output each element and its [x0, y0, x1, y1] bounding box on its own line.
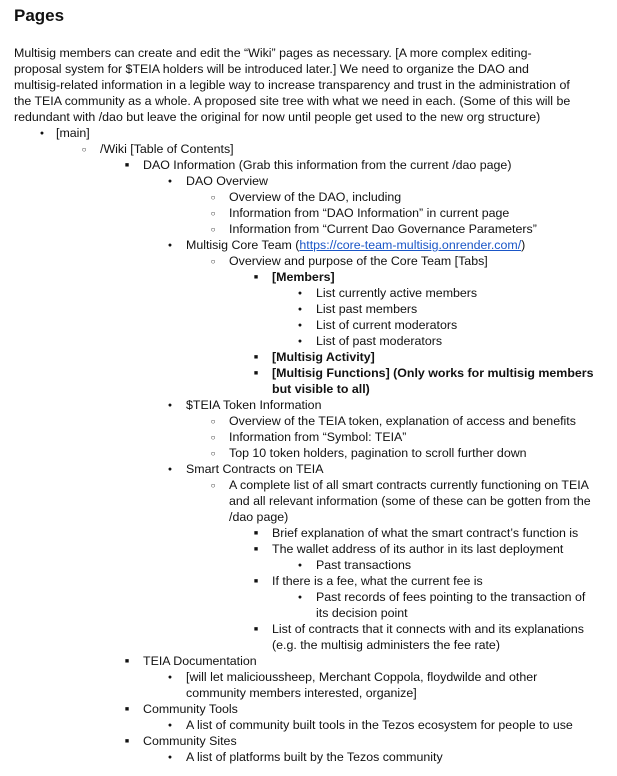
- bullet-icon: [294, 589, 306, 608]
- tree-item: [14, 653, 603, 669]
- tree-item: [14, 541, 603, 557]
- tree-item-text: Overview of the TEIA token, explanation of access and benefits: [229, 414, 576, 428]
- tree-item: [14, 589, 603, 621]
- intro-paragraph: Multisig members can create and edit the “Wiki” pages as necessary. [A more complex editing-proposal system for $TEIA holders will be introduced later.] We need to organize the DAO and multisig-related information in a legible way to increase transparency and trust in the administration of the TEIA community as a whole. A proposed site tree with what we need in each. (Some of this will be redundant with /dao but leave the original for now until people get used to the new org structure): [14, 46, 571, 124]
- tree-item-text: The wallet address of its author in its last deployment: [272, 542, 564, 556]
- tree-item: [14, 301, 603, 317]
- tree-item-text: List of current moderators: [316, 318, 458, 332]
- tree-item: [14, 669, 603, 701]
- tree-item-text: List past members: [316, 302, 418, 316]
- tree-item-text: Top 10 token holders, pagination to scroll further down: [229, 446, 527, 460]
- bullet-icon: [250, 365, 262, 384]
- tree-item-label: Multisig Core Team (: [186, 238, 300, 252]
- tree-item-text: Overview and purpose of the Core Team [Tabs]: [229, 254, 488, 268]
- tree-item-text: Information from “DAO Information” in current page: [229, 206, 510, 220]
- tree-item-text: A list of platforms built by the Tezos community: [186, 750, 443, 764]
- tree-item: [14, 237, 603, 253]
- tree-item: [14, 317, 603, 333]
- tree-item-text: Information from “Current Dao Governance Parameters”: [229, 222, 537, 236]
- tree-item: [14, 221, 603, 237]
- tree-item: [14, 445, 603, 461]
- tree-item: [14, 733, 603, 749]
- tree-item: [14, 397, 603, 413]
- tree-item: [14, 173, 603, 189]
- bullet-icon: [250, 621, 262, 640]
- site-tree: [14, 125, 603, 765]
- tree-item-text: List of past moderators: [316, 334, 443, 348]
- tree-item: [14, 717, 603, 733]
- tree-item: [14, 525, 603, 541]
- tree-item-text: A list of community built tools in the Tezos ecosystem for people to use: [186, 718, 573, 732]
- tree-item-text: /Wiki [Table of Contents]: [100, 142, 234, 156]
- tree-item-text: List currently active members: [316, 286, 478, 300]
- tree-item-text: [Members]: [272, 270, 335, 284]
- tree-item-text: $TEIA Token Information: [186, 398, 322, 412]
- tree-item: [14, 413, 603, 429]
- tree-item-label: ): [521, 238, 526, 252]
- bullet-icon: [207, 477, 219, 495]
- tree-item-text: DAO Overview: [186, 174, 268, 188]
- bullet-icon: [164, 749, 176, 768]
- tree-item: [14, 477, 603, 525]
- tree-item: [14, 573, 603, 589]
- tree-item-text: Brief explanation of what the smart contract’s function is: [272, 526, 579, 540]
- core-team-link[interactable]: https://core-team-multisig.onrender.com/: [299, 238, 522, 252]
- page-title: Pages: [14, 6, 65, 25]
- tree-item-text: [main]: [56, 126, 90, 140]
- tree-item: [14, 621, 603, 653]
- tree-item: [14, 749, 603, 765]
- tree-item-text: Information from “Symbol: TEIA”: [229, 430, 407, 444]
- tree-item: [14, 157, 603, 173]
- tree-item: [14, 349, 603, 365]
- tree-item-text: If there is a fee, what the current fee is: [272, 574, 483, 588]
- tree-item: [14, 365, 603, 397]
- tree-item: [14, 285, 603, 301]
- tree-item: [14, 701, 603, 717]
- tree-item: [14, 189, 603, 205]
- tree-item-text: List of contracts that it connects with and its explanations (e.g. the multisig administers the fee rate): [272, 622, 584, 652]
- tree-item-text: TEIA Documentation: [143, 654, 257, 668]
- tree-item-text: DAO Information (Grab this information from the current /dao page): [143, 158, 512, 172]
- tree-item-text: [Multisig Activity]: [272, 350, 375, 364]
- tree-item-text: [will let malicioussheep, Merchant Coppola, floydwilde and other community members interested, organize]: [186, 670, 538, 700]
- tree-item-text: Overview of the DAO, including: [229, 190, 402, 204]
- tree-item: [14, 141, 603, 157]
- tree-item: [14, 429, 603, 445]
- tree-item-text: Past transactions: [316, 558, 412, 572]
- tree-item-text: A complete list of all smart contracts currently functioning on TEIA and all relevant information (some of these can be gotten from the /dao page): [229, 478, 591, 524]
- tree-item: [14, 205, 603, 221]
- bullet-icon: [164, 669, 176, 688]
- tree-item: [14, 253, 603, 269]
- tree-item: [14, 125, 603, 141]
- tree-item-text: Community Tools: [143, 702, 238, 716]
- tree-item: [14, 557, 603, 573]
- tree-item: [14, 461, 603, 477]
- tree-item-text: Community Sites: [143, 734, 237, 748]
- tree-item-text: Smart Contracts on TEIA: [186, 462, 324, 476]
- tree-item-text: [Multisig Functions] (Only works for multisig members but visible to all): [272, 366, 594, 396]
- tree-item: [14, 333, 603, 349]
- tree-item-text: Past records of fees pointing to the transaction of its decision point: [316, 590, 586, 620]
- tree-item-text: [186, 237, 598, 253]
- tree-item: [14, 269, 603, 285]
